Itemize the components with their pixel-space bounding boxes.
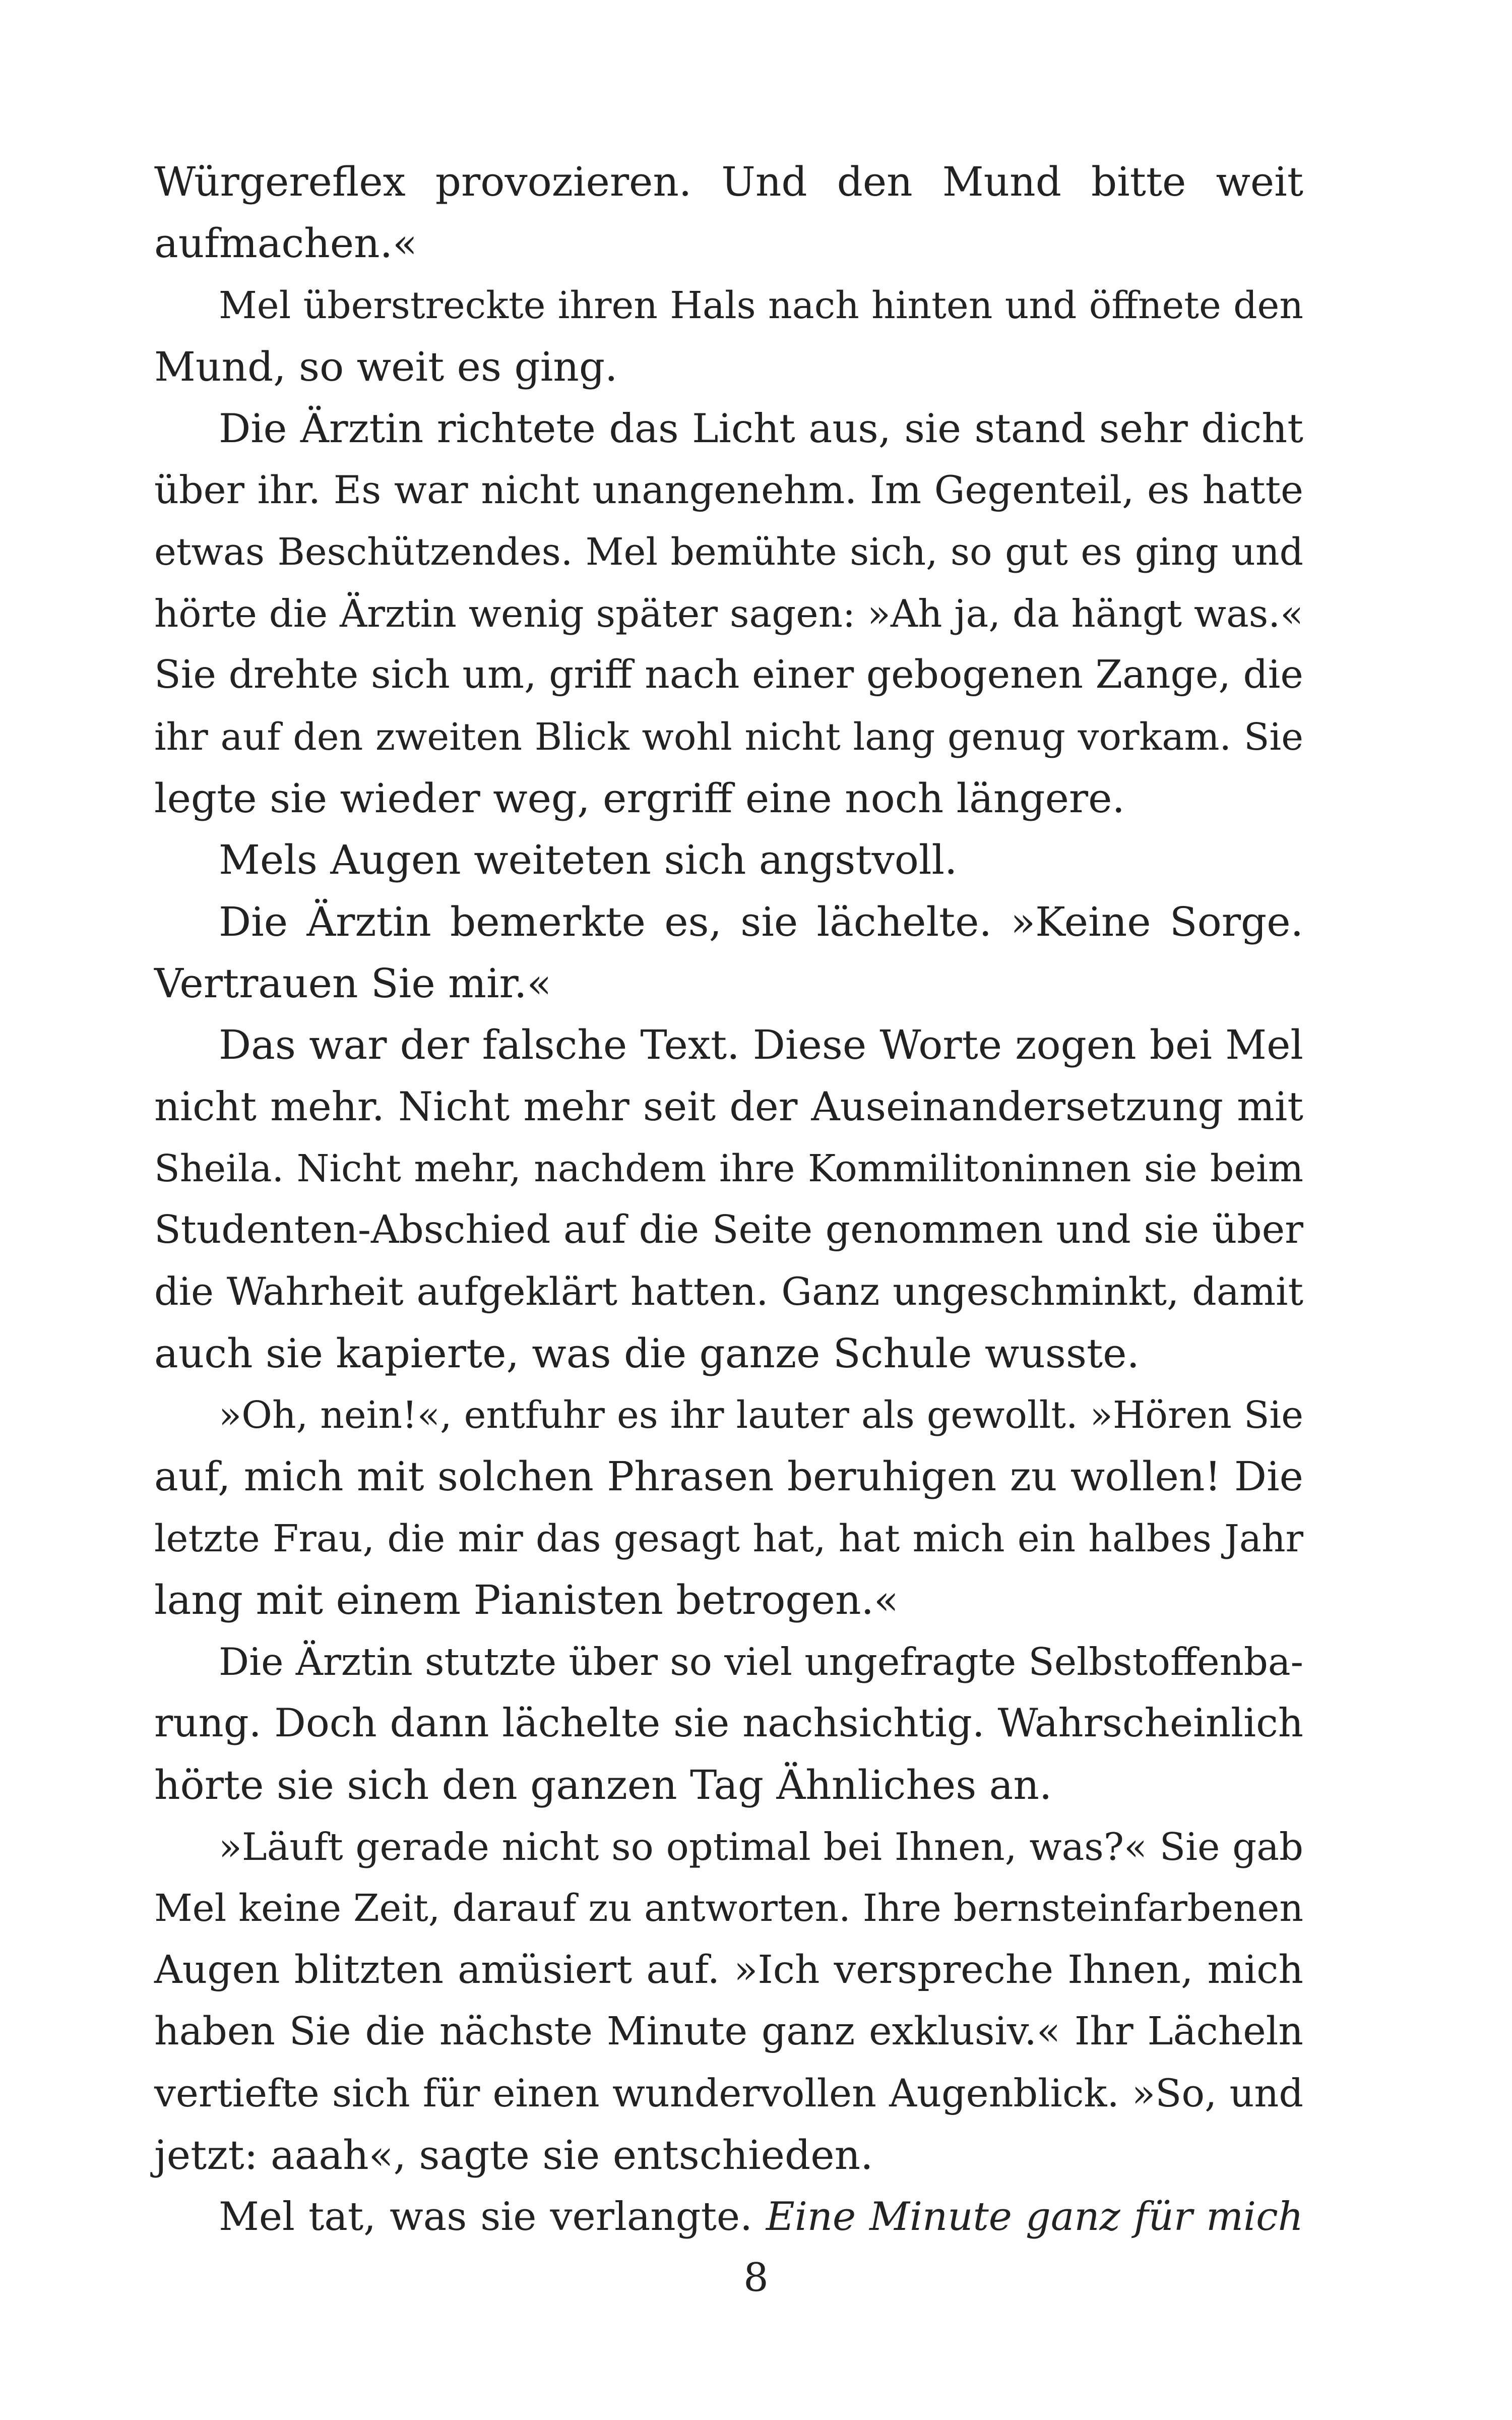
- text-line: Mel überstreckte ihren Hals nach hinten und öffnete den: [219, 283, 1303, 327]
- text-line: Sie drehte sich um, griff nach einer gebogenen Zange, die: [154, 652, 1303, 698]
- text-line: lang mit einem Pianisten betrogen.«: [154, 1576, 899, 1623]
- last-line-normal-text: Mel tat, was sie verlangte.: [219, 2194, 766, 2240]
- text-line: Das war der falsche Text. Diese Worte zogen bei Mel: [219, 1021, 1303, 1069]
- text-line: rung. Doch dann lächelte sie nachsichtig. Wahrscheinlich: [154, 1701, 1303, 1746]
- text-line: hörte sie sich den ganzen Tag Ähnliches an.: [154, 1761, 1052, 1808]
- text-line: Mels Augen weiteten sich angstvoll.: [219, 836, 958, 884]
- body-text: [154, 151, 1303, 2248]
- text-line: vertiefte sich für einen wundervollen Augenblick. »So, und: [154, 2071, 1303, 2116]
- text-line: hörte die Ärztin wenig später sagen: »Ah ja, da hängt was.«: [154, 591, 1303, 636]
- page-number: 8: [743, 2255, 769, 2301]
- text-line: »Läuft gerade nicht so optimal bei Ihnen, was?« Sie gab: [219, 1825, 1303, 1869]
- last-line-italic-text: Eine Minute ganz für mich: [766, 2194, 1303, 2240]
- text-line: letzte Frau, die mir das gesagt hat, hat mich ein halbes Jahr: [154, 1517, 1303, 1560]
- text-line: Vertrauen Sie mir.«: [154, 959, 552, 1007]
- text-line: Mund, so weit es ging.: [154, 343, 618, 390]
- text-line: legte sie wieder weg, ergriff eine noch längere.: [154, 774, 1125, 822]
- text-line: Mel keine Zeit, darauf zu antworten. Ihre bernsteinfarbenen: [154, 1887, 1303, 1930]
- text-line-last: [154, 2186, 1303, 2248]
- text-line: etwas Beschützendes. Mel bemühte sich, so gut es ging und: [154, 530, 1303, 574]
- text-line: Würgereflex provozieren. Und den Mund bitte weit: [154, 158, 1303, 205]
- text-line: Die Ärztin stutzte über so viel ungefragte Selbstoffenba-: [219, 1640, 1303, 1684]
- text-line: ihr auf den zweiten Blick wohl nicht lang genug vorkam. Sie: [154, 715, 1303, 759]
- text-line: auch sie kapierte, was die ganze Schule wusste.: [154, 1329, 1140, 1377]
- text-line: über ihr. Es war nicht unangenehm. Im Gegenteil, es hatte: [154, 467, 1303, 513]
- text-line: Studenten-Abschied auf die Seite genommen und sie über: [154, 1207, 1303, 1253]
- text-line: Sheila. Nicht mehr, nachdem ihre Kommilitoninnen sie beim: [154, 1146, 1303, 1190]
- text-line: »Oh, nein!«, entfuhr es ihr lauter als gewollt. »Hören Sie: [219, 1393, 1303, 1437]
- text-line: jetzt: aaah«, sagte sie entschieden.: [154, 2131, 873, 2179]
- text-line: auf, mich mit solchen Phrasen beruhigen zu wollen! Die: [154, 1453, 1303, 1500]
- text-line: Die Ärztin richtete das Licht aus, sie stand sehr dicht: [219, 405, 1303, 452]
- text-line: aufmachen.«: [154, 220, 417, 267]
- text-line: haben Sie die nächste Minute ganz exklusiv.« Ihr Lächeln: [154, 2009, 1303, 2054]
- text-line: nicht mehr. Nicht mehr seit der Auseinandersetzung mit: [154, 1083, 1303, 1130]
- text-line: die Wahrheit aufgeklärt hatten. Ganz ungeschminkt, damit: [154, 1269, 1303, 1314]
- text-line: Die Ärztin bemerkte es, sie lächelte. »Keine Sorge.: [219, 898, 1303, 945]
- text-line: Augen blitzten amüsiert auf. »Ich verspreche Ihnen, mich: [154, 1947, 1303, 1992]
